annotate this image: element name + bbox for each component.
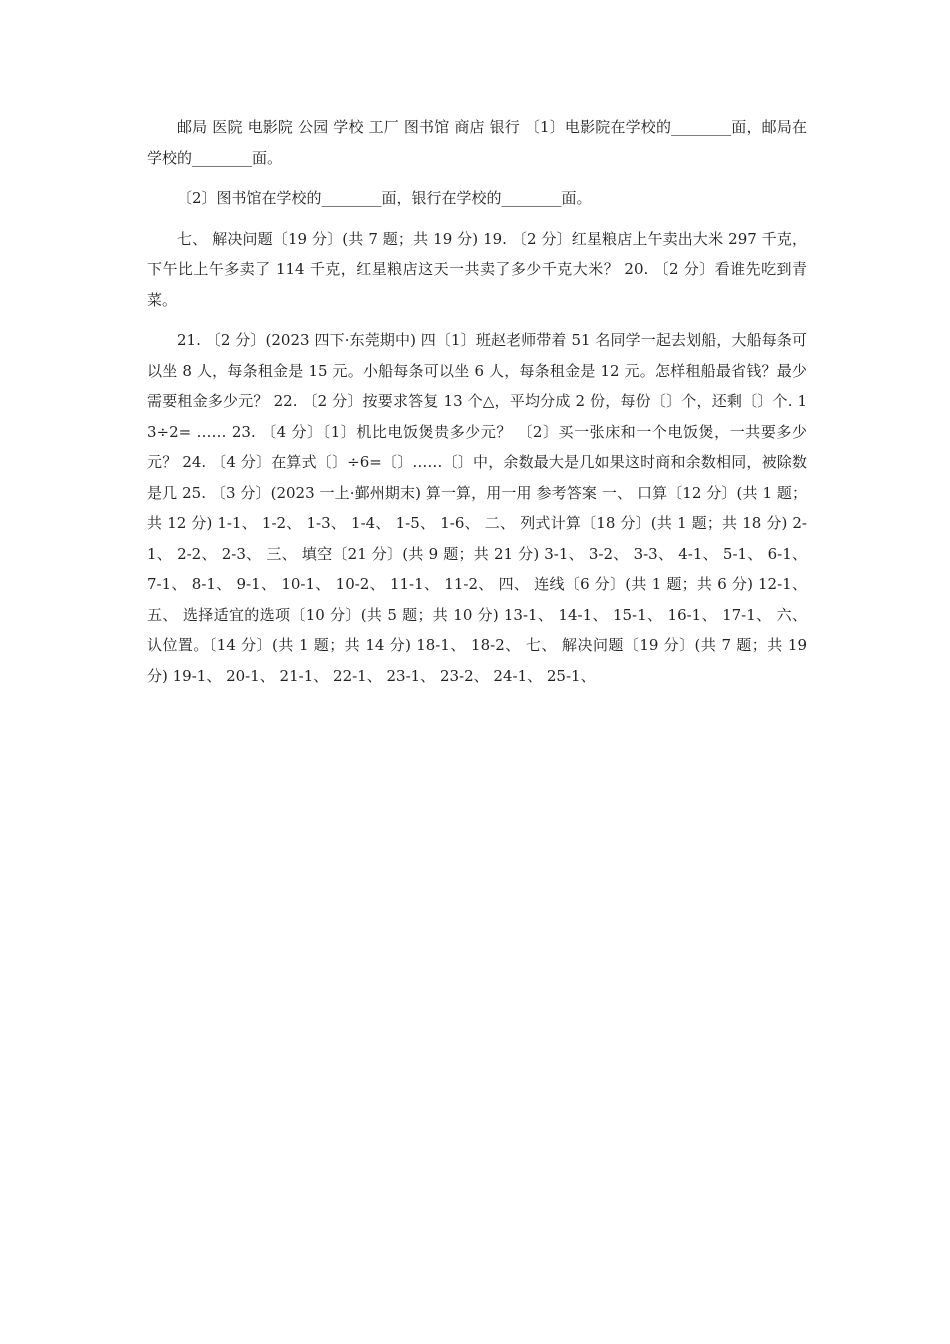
paragraph-position-question: 邮局 医院 电影院 公园 学校 工厂 图书馆 商店 银行 〔1〕电影院在学校的________面，邮局在学校的________面。 bbox=[147, 118, 807, 167]
document-page bbox=[147, 112, 807, 701]
paragraph-questions-and-answers: 21. 〔2 分〕(2023 四下·东莞期中) 四〔1〕班赵老师带着 51 名同学一起去划船，大船每条可以坐 8 人，每条租金是 15 元。小船每条可以坐 6 人，每条租金是 12 元。怎样租船最省钱？最少需要租金多少元？ 22. 〔2 分〕按要求答复 13 个△，平均分成 2 份，每份〔〕个，还剩〔〕个. 13÷2= …… 23. 〔4 分〕〔1〕机比电饭煲贵多少元？ 〔2〕买一张床和一个电饭煲，一共要多少元？ 24. 〔4 分〕在算式〔〕÷6=〔〕……〔〕中，余数最大是几如果这时商和余数相同，被除数是几 25. 〔3 分〕(2023 一上·鄞州期末) 算一算，用一用 参考答案 一、 口算〔12 分〕(共 1 题；共 12 分) 1-1、 1-2、 1-3、 1-4、 1-5、 1-6、 二、 列式计算〔18 分〕(共 1 题；共 18 分) 2-1、 2-2、 2-3、 三、 填空〔21 分〕(共 9 题；共 21 分) 3-1、 3-2、 3-3、 4-1、 5-1、 6-1、 7-1、 8-1、 9-1、 10-1、 10-2、 11-1、 11-2、 四、 连线〔6 分〕(共 1 题；共 6 分) 12-1、 五、 选择适宜的选项〔10 分〕(共 5 题；共 10 分) 13-1、 14-1、 15-1、 16-1、 17-1、 六、 认位置。〔14 分〕(共 1 题；共 14 分) 18-1、 18-2、 七、 解决问题〔19 分〕(共 7 题；共 19 分) 19-1、 20-1、 21-1、 22-1、 23-1、 23-2、 24-1、 25-1、 bbox=[147, 331, 807, 685]
paragraph-position-question-part2: 〔2〕图书馆在学校的________面，银行在学校的________面。 bbox=[177, 189, 592, 207]
paragraph-section-seven: 七、 解决问题〔19 分〕(共 7 题；共 19 分) 19. 〔2 分〕红星粮店上午卖出大米 297 千克，下午比上午多卖了 114 千克，红星粮店这天一共卖了多少千克大米？ 20. 〔2 分〕看谁先吃到青菜。 bbox=[147, 229, 807, 309]
